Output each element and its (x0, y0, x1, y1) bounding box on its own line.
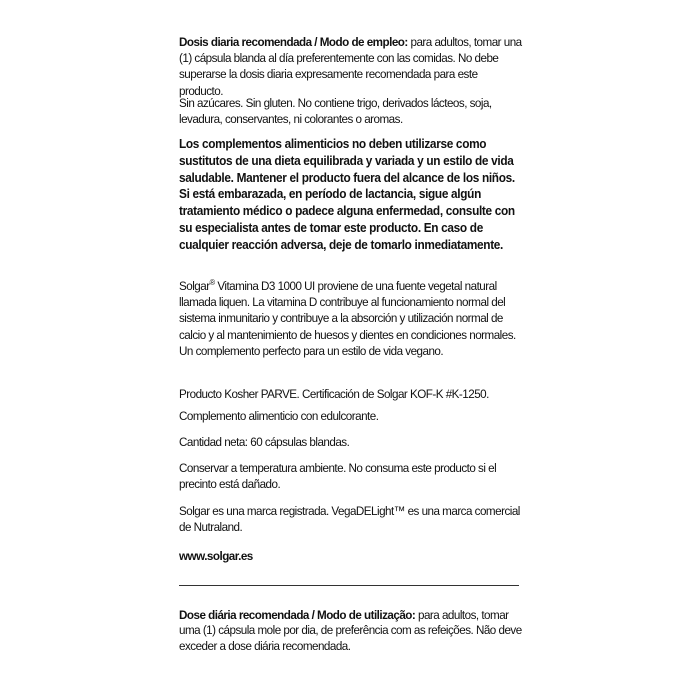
trademark-notice: Solgar es una marca registrada. VegaDELight™ es una marca comercial de Nutraland. (179, 504, 520, 535)
section-divider (179, 585, 519, 586)
kosher-certification: Producto Kosher PARVE. Certificación de Solgar KOF-K #K-1250. (179, 387, 489, 401)
warning-paragraph: Los complementos alimenticios no deben utilizarse como sustitutos de una dieta equilibrada y variada y un estilo de vida saludable. Mantener el producto fuera del alcance de los niños. Si está embarazada, en período de lactancia, sigue algún tratamiento médico o padece alguna enfermedad, consulte con su especialista antes de tomar este producto. En caso de cualquier reacción adversa, deje de tomarlo inmediatamente. (179, 137, 515, 252)
spanish-dosage-paragraph (179, 34, 524, 99)
portuguese-dosage-heading: Dose diária recomendada / Modo de utilização: (179, 608, 416, 622)
product-description (179, 278, 524, 359)
brand-name: Solgar (179, 279, 210, 293)
spanish-dosage-heading: Dosis diaria recomendada / Modo de empleo: (179, 35, 408, 49)
storage-instructions: Conservar a temperatura ambiente. No consuma este producto si el precinto está dañado. (179, 461, 497, 492)
spanish-dosage-text: para adultos, tomar una (1) cápsula blanda al día preferentemente con las comidas. No debe superarse la dosis diaria expresamente recomendada para este producto. (179, 35, 522, 98)
portuguese-dosage-paragraph (179, 608, 524, 654)
net-quantity: Cantidad neta: 60 cápsulas blandas. (179, 435, 350, 449)
supplement-statement: Complemento alimenticio con edulcorante. (179, 409, 379, 423)
free-from-statement: Sin azúcares. Sin gluten. No contiene trigo, derivados lácteos, soja, levadura, conservantes, ni colorantes o aromas. (179, 96, 492, 127)
registered-mark: ® (209, 277, 215, 287)
website-url[interactable]: www.solgar.es (179, 549, 253, 563)
portuguese-dosage-text: para adultos, tomar uma (1) cápsula mole por dia, de preferência com as refeições. Não deve exceder a dose diária recomendada. (179, 608, 522, 653)
description-text: Vitamina D3 1000 UI proviene de una fuente vegetal natural llamada liquen. La vitamina D contribuye al funcionamiento normal del sistema inmunitario y contribuye a la absorción y utilización normal de calcio y al mantenimiento de huesos y dientes en condiciones normales. Un complemento perfecto para un estilo de vida vegano. (179, 279, 516, 358)
